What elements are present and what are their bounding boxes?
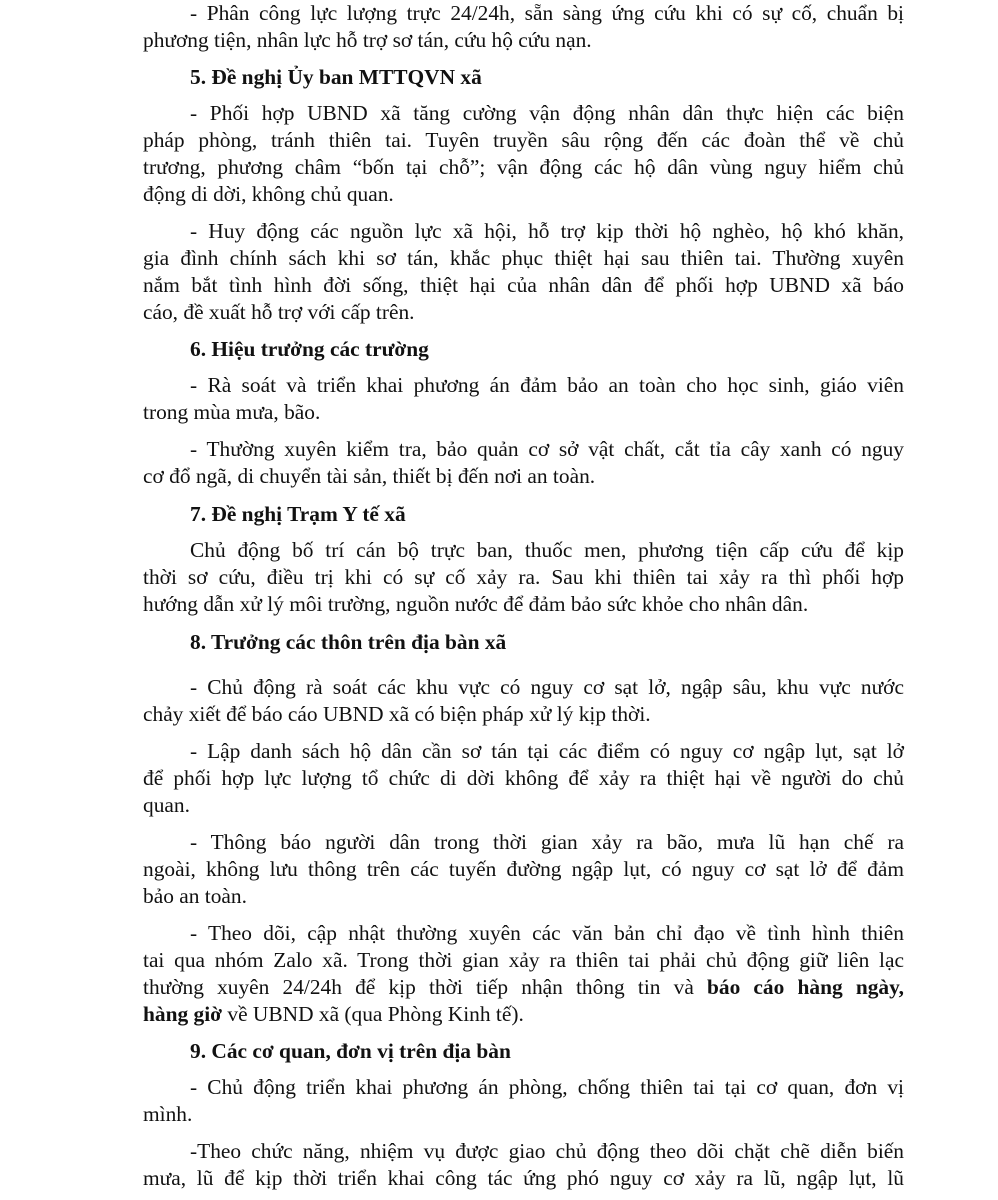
section-8-heading: 8. Trưởng các thôn trên địa bàn xã [190, 630, 507, 654]
paragraph-line: động di dời, không chủ quan. [143, 182, 394, 206]
paragraph-line: bảo an toàn. [143, 884, 247, 908]
paragraph-line: thời sơ cứu, điều trị khi có sự cố xảy ra. Sau khi thiên tai xảy ra thì phối hợp [143, 565, 904, 589]
paragraph-line: cáo, đề xuất hỗ trợ với cấp trên. [143, 300, 415, 324]
paragraph-line [143, 1001, 904, 1028]
paragraph-line: trong mùa mưa, bão. [143, 400, 321, 424]
paragraph-line: - Thông báo người dân trong thời gian xảy ra bão, mưa lũ hạn chế ra [190, 830, 904, 854]
paragraph-line: phương tiện, nhân lực hỗ trợ sơ tán, cứu hộ cứu nạn. [143, 28, 592, 52]
emphasis-text: báo cáo hàng ngày, [706, 975, 904, 999]
paragraph-line: mình. [143, 1102, 193, 1126]
paragraph-line: - Theo dõi, cập nhật thường xuyên các văn bản chỉ đạo về tình hình thiên [190, 921, 904, 945]
paragraph-text: thường xuyên 24/24h để kịp thời tiếp nhận thông tin và [143, 975, 694, 999]
paragraph-line: gia đình chính sách khi sơ tán, khắc phục thiệt hại sau thiên tai. Thường xuyên [143, 246, 904, 270]
paragraph-line: pháp phòng, tránh thiên tai. Tuyên truyền sâu rộng đến các đoàn thể về chủ [143, 128, 904, 152]
paragraph-line: nắm bắt tình hình đời sống, thiệt hại của nhân dân để phối hợp UBND xã báo [143, 273, 904, 297]
paragraph-line: - Rà soát và triển khai phương án đảm bảo an toàn cho học sinh, giáo viên [190, 373, 904, 397]
paragraph-line: chảy xiết để báo cáo UBND xã có biện pháp xử lý kịp thời. [143, 702, 651, 726]
section-9-heading: 9. Các cơ quan, đơn vị trên địa bàn [190, 1039, 511, 1063]
emphasis-text: hàng giờ [143, 1002, 223, 1026]
paragraph-line: - Phối hợp UBND xã tăng cường vận động nhân dân thực hiện các biện [190, 101, 904, 125]
section-7-heading: 7. Đề nghị Trạm Y tế xã [190, 502, 406, 526]
paragraph-line: cơ đổ ngã, di chuyển tài sản, thiết bị đến nơi an toàn. [143, 464, 596, 488]
paragraph-text: về UBND xã (qua Phòng Kinh tế). [227, 1002, 524, 1026]
paragraph-line: - Thường xuyên kiểm tra, bảo quản cơ sở vật chất, cắt tỉa cây xanh có nguy [190, 437, 904, 461]
paragraph-line: ngoài, không lưu thông trên các tuyến đường ngập lụt, có nguy cơ sạt lở để đảm [143, 857, 904, 881]
paragraph-line: để phối hợp lực lượng tổ chức di dời không để xảy ra thiệt hại về người do chủ [143, 766, 904, 790]
paragraph-line: quan. [143, 793, 190, 817]
paragraph-line: trương, phương châm “bốn tại chỗ”; vận động các hộ dân vùng nguy hiểm chủ [143, 155, 904, 179]
paragraph-line: - Phân công lực lượng trực 24/24h, sẵn sàng ứng cứu khi có sự cố, chuẩn bị [190, 1, 904, 25]
paragraph-line: - Chủ động triển khai phương án phòng, chống thiên tai tại cơ quan, đơn vị [190, 1075, 904, 1099]
section-6-heading: 6. Hiệu trưởng các trường [190, 337, 429, 361]
paragraph-line: -Theo chức năng, nhiệm vụ được giao chủ động theo dõi chặt chẽ diễn biến [190, 1139, 904, 1163]
paragraph-line: mưa, lũ để kịp thời triển khai công tác ứng phó nguy cơ xảy ra lũ, ngập lụt, lũ [143, 1166, 904, 1190]
paragraph-line: - Lập danh sách hộ dân cần sơ tán tại các điểm có nguy cơ ngập lụt, sạt lở [190, 739, 904, 763]
paragraph-line: Chủ động bố trí cán bộ trực ban, thuốc men, phương tiện cấp cứu để kịp [190, 538, 904, 562]
paragraph-line [143, 974, 904, 1001]
paragraph-line: hướng dẫn xử lý môi trường, nguồn nước để đảm bảo sức khỏe cho nhân dân. [143, 592, 809, 616]
section-5-heading: 5. Đề nghị Ủy ban MTTQVN xã [190, 65, 482, 89]
paragraph-line: tai qua nhóm Zalo xã. Trong thời gian xảy ra thiên tai phải chủ động giữ liên lạc [143, 948, 904, 972]
paragraph-line: - Chủ động rà soát các khu vực có nguy cơ sạt lở, ngập sâu, khu vực nước [190, 675, 904, 699]
paragraph-line: - Huy động các nguồn lực xã hội, hỗ trợ kịp thời hộ nghèo, hộ khó khăn, [190, 219, 904, 243]
